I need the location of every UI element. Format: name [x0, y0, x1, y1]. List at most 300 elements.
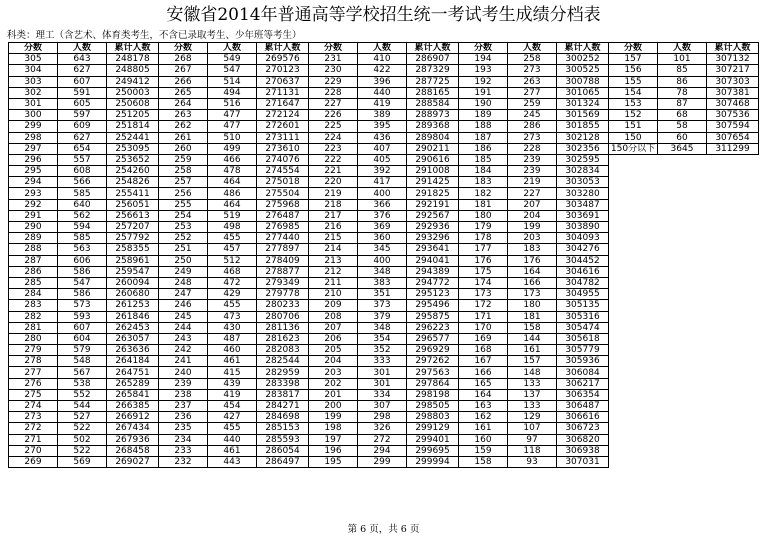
table-cell: 186: [459, 143, 508, 154]
table-cell: 177: [459, 244, 508, 255]
table-cell: 270637: [257, 76, 309, 87]
empty-cell: [658, 345, 707, 356]
table-cell: 455: [208, 233, 257, 244]
table-cell: 255: [159, 199, 208, 210]
empty-cell: [609, 445, 658, 456]
table-cell: 522: [58, 445, 107, 456]
column-header: 累计人数: [107, 43, 159, 54]
empty-cell: [658, 210, 707, 221]
table-cell: 269: [9, 456, 58, 467]
table-cell: 233: [159, 445, 208, 456]
table-cell: 265841: [107, 389, 159, 400]
table-cell: 285: [9, 277, 58, 288]
table-cell: 161: [459, 423, 508, 434]
empty-cell: [609, 222, 658, 233]
table-cell: 226: [309, 110, 358, 121]
table-cell: 210: [309, 289, 358, 300]
table-cell: 288165: [407, 87, 459, 98]
empty-cell: [658, 154, 707, 165]
table-row: [9, 401, 759, 412]
table-cell: 389: [358, 110, 407, 121]
table-cell: 294041: [407, 255, 459, 266]
table-cell: 302: [9, 87, 58, 98]
table-cell: 430: [208, 322, 257, 333]
table-cell: 405: [358, 154, 407, 165]
table-cell: 265289: [107, 378, 159, 389]
empty-cell: [609, 434, 658, 445]
table-cell: 400: [358, 188, 407, 199]
table-cell: 137: [508, 389, 557, 400]
table-cell: 151: [609, 121, 658, 132]
table-cell: 154: [609, 87, 658, 98]
table-cell: 292191: [407, 199, 459, 210]
table-cell: 302128: [557, 132, 609, 143]
table-cell: 162: [459, 412, 508, 423]
empty-cell: [707, 434, 759, 445]
table-cell: 193: [459, 65, 508, 76]
empty-cell: [707, 210, 759, 221]
column-header: 分数: [9, 43, 58, 54]
table-row: [9, 266, 759, 277]
table-cell: 499: [208, 143, 257, 154]
table-cell: 627: [58, 132, 107, 143]
empty-cell: [609, 300, 658, 311]
table-cell: 383: [358, 277, 407, 288]
column-header: 分数: [159, 43, 208, 54]
table-row: [9, 289, 759, 300]
table-cell: 292: [9, 199, 58, 210]
table-cell: 298: [358, 412, 407, 423]
table-cell: 68: [658, 110, 707, 121]
table-cell: 455: [208, 300, 257, 311]
table-cell: 183: [508, 244, 557, 255]
empty-cell: [609, 322, 658, 333]
table-cell: 292567: [407, 210, 459, 221]
table-cell: 133: [508, 378, 557, 389]
table-cell: 286907: [407, 54, 459, 65]
table-cell: 427: [208, 412, 257, 423]
table-cell: 85: [658, 65, 707, 76]
table-cell: 277897: [257, 244, 309, 255]
table-cell: 303691: [557, 210, 609, 221]
table-cell: 299: [9, 121, 58, 132]
table-cell: 235: [159, 423, 208, 434]
column-header: 累计人数: [407, 43, 459, 54]
table-cell: 175: [459, 266, 508, 277]
table-cell: 464: [208, 177, 257, 188]
table-row: [9, 423, 759, 434]
empty-cell: [609, 401, 658, 412]
table-row: [9, 121, 759, 132]
table-cell: 239: [159, 378, 208, 389]
table-cell: 176: [508, 255, 557, 266]
table-cell: 240: [159, 367, 208, 378]
table-cell: 278409: [257, 255, 309, 266]
table-cell: 276487: [257, 210, 309, 221]
empty-cell: [707, 244, 759, 255]
table-cell: 166: [459, 367, 508, 378]
table-cell: 194: [459, 54, 508, 65]
table-cell: 261253: [107, 300, 159, 311]
table-cell: 563: [58, 244, 107, 255]
column-header: 累计人数: [257, 43, 309, 54]
table-cell: 219: [508, 177, 557, 188]
table-cell: 287725: [407, 76, 459, 87]
table-cell: 248805: [107, 65, 159, 76]
table-cell: 274: [9, 401, 58, 412]
table-cell: 256051: [107, 199, 159, 210]
table-cell: 585: [58, 233, 107, 244]
table-cell: 301: [358, 367, 407, 378]
empty-cell: [609, 289, 658, 300]
table-cell: 279: [9, 345, 58, 356]
table-cell: 279349: [257, 277, 309, 288]
table-cell: 216: [309, 222, 358, 233]
category-note: 科类：理工（含艺术、体育类考生，不含已录取考生、少年班等考生）: [7, 30, 302, 41]
table-cell: 300: [9, 110, 58, 121]
table-cell: 593: [58, 311, 107, 322]
empty-cell: [609, 311, 658, 322]
table-cell: 213: [309, 255, 358, 266]
table-cell: 269576: [257, 54, 309, 65]
table-cell: 294389: [407, 266, 459, 277]
table-cell: 252: [159, 233, 208, 244]
table-cell: 190: [459, 98, 508, 109]
table-header-row: [9, 43, 759, 54]
table-cell: 303: [9, 76, 58, 87]
table-cell: 204: [309, 356, 358, 367]
empty-cell: [609, 345, 658, 356]
table-cell: 158: [508, 322, 557, 333]
table-cell: 306616: [557, 412, 609, 423]
empty-cell: [658, 456, 707, 467]
table-cell: 196: [309, 445, 358, 456]
table-cell: 457: [208, 244, 257, 255]
table-cell: 257: [159, 177, 208, 188]
table-cell: 301324: [557, 98, 609, 109]
table-row: [9, 255, 759, 266]
table-row: [9, 54, 759, 65]
table-cell: 273610: [257, 143, 309, 154]
table-cell: 195: [309, 456, 358, 467]
table-cell: 260680: [107, 289, 159, 300]
table-cell: 279778: [257, 289, 309, 300]
table-row: [9, 98, 759, 109]
table-cell: 302595: [557, 154, 609, 165]
table-cell: 179: [459, 222, 508, 233]
table-cell: 472: [208, 277, 257, 288]
table-cell: 579: [58, 345, 107, 356]
table-cell: 214: [309, 244, 358, 255]
table-cell: 478: [208, 166, 257, 177]
table-cell: 522: [58, 423, 107, 434]
table-cell: 277440: [257, 233, 309, 244]
table-cell: 289: [9, 233, 58, 244]
empty-cell: [658, 412, 707, 423]
table-cell: 259: [159, 154, 208, 165]
table-cell: 259: [508, 98, 557, 109]
empty-cell: [707, 367, 759, 378]
table-cell: 392: [358, 166, 407, 177]
table-cell: 276: [9, 378, 58, 389]
table-cell: 304955: [557, 289, 609, 300]
table-cell: 301: [9, 98, 58, 109]
table-row: [9, 166, 759, 177]
table-cell: 305936: [557, 356, 609, 367]
table-cell: 259547: [107, 266, 159, 277]
table-cell: 209: [309, 300, 358, 311]
table-cell: 296223: [407, 322, 459, 333]
table-cell: 249: [159, 266, 208, 277]
table-cell: 303487: [557, 199, 609, 210]
table-cell: 268458: [107, 445, 159, 456]
table-cell: 251814: [107, 121, 159, 132]
table-cell: 566: [58, 177, 107, 188]
table-cell: 275504: [257, 188, 309, 199]
table-cell: 369: [358, 222, 407, 233]
table-cell: 345: [358, 244, 407, 255]
empty-cell: [707, 345, 759, 356]
table-cell: 498: [208, 222, 257, 233]
table-cell: 549: [208, 54, 257, 65]
empty-cell: [707, 277, 759, 288]
table-cell: 585: [58, 188, 107, 199]
table-cell: 295875: [407, 311, 459, 322]
table-cell: 295496: [407, 300, 459, 311]
table-cell: 228: [508, 143, 557, 154]
empty-cell: [609, 255, 658, 266]
table-cell: 311299: [707, 143, 759, 154]
table-cell: 174: [459, 277, 508, 288]
table-row: [9, 110, 759, 121]
column-header: 人数: [358, 43, 407, 54]
table-cell: 187: [459, 132, 508, 143]
table-cell: 205: [309, 345, 358, 356]
table-cell: 239: [508, 154, 557, 165]
table-cell: 305618: [557, 333, 609, 344]
table-cell: 300525: [557, 65, 609, 76]
table-cell: 284698: [257, 412, 309, 423]
table-cell: 251: [159, 244, 208, 255]
table-cell: 165: [459, 378, 508, 389]
table-cell: 273111: [257, 132, 309, 143]
table-cell: 307594: [707, 121, 759, 132]
table-cell: 247: [159, 289, 208, 300]
table-cell: 296929: [407, 345, 459, 356]
table-row: [9, 210, 759, 221]
table-cell: 270123: [257, 65, 309, 76]
table-cell: 260: [159, 143, 208, 154]
table-cell: 222: [309, 154, 358, 165]
table-row: [9, 277, 759, 288]
table-cell: 609: [58, 121, 107, 132]
table-cell: 415: [208, 367, 257, 378]
table-cell: 569: [58, 456, 107, 467]
table-cell: 284271: [257, 401, 309, 412]
table-cell: 290616: [407, 154, 459, 165]
table-cell: 299695: [407, 445, 459, 456]
table-row: [9, 378, 759, 389]
table-cell: 274076: [257, 154, 309, 165]
table-cell: 271131: [257, 87, 309, 98]
table-cell: 519: [208, 210, 257, 221]
empty-cell: [707, 188, 759, 199]
empty-cell: [658, 199, 707, 210]
table-cell: 219: [309, 188, 358, 199]
table-cell: 268: [159, 54, 208, 65]
table-cell: 157: [609, 54, 658, 65]
table-cell: 277: [508, 87, 557, 98]
empty-cell: [658, 434, 707, 445]
table-cell: 290: [9, 222, 58, 233]
empty-cell: [707, 456, 759, 467]
table-row: [9, 154, 759, 165]
table-cell: 275968: [257, 199, 309, 210]
table-cell: 547: [58, 277, 107, 288]
table-cell: 118: [508, 445, 557, 456]
table-cell: 261846: [107, 311, 159, 322]
table-cell: 295123: [407, 289, 459, 300]
table-cell: 348: [358, 266, 407, 277]
table-cell: 273: [508, 132, 557, 143]
column-header: 人数: [658, 43, 707, 54]
table-cell: 183: [459, 177, 508, 188]
empty-cell: [609, 154, 658, 165]
table-cell: 351: [358, 289, 407, 300]
table-cell: 586: [58, 266, 107, 277]
table-row: [9, 434, 759, 445]
table-cell: 263636: [107, 345, 159, 356]
table-cell: 291: [9, 210, 58, 221]
empty-cell: [658, 177, 707, 188]
table-cell: 307303: [707, 76, 759, 87]
table-cell: 562: [58, 210, 107, 221]
empty-cell: [658, 389, 707, 400]
table-cell: 290211: [407, 143, 459, 154]
column-header: 人数: [208, 43, 257, 54]
table-cell: 366: [358, 199, 407, 210]
table-cell: 107: [508, 423, 557, 434]
table-cell: 291425: [407, 177, 459, 188]
table-cell: 400: [358, 255, 407, 266]
table-cell: 254260: [107, 166, 159, 177]
table-cell: 360: [358, 233, 407, 244]
table-cell: 291008: [407, 166, 459, 177]
table-cell: 293641: [407, 244, 459, 255]
table-cell: 607: [58, 76, 107, 87]
table-cell: 180: [508, 300, 557, 311]
table-cell: 267936: [107, 434, 159, 445]
table-cell: 229: [309, 76, 358, 87]
table-cell: 417: [358, 177, 407, 188]
table-cell: 286: [508, 121, 557, 132]
table-cell: 267: [159, 65, 208, 76]
table-cell: 298505: [407, 401, 459, 412]
table-cell: 221: [309, 166, 358, 177]
table-cell: 263: [159, 110, 208, 121]
empty-cell: [609, 356, 658, 367]
table-cell: 199: [309, 412, 358, 423]
table-cell: 157: [508, 356, 557, 367]
table-cell: 252441: [107, 132, 159, 143]
table-cell: 203: [508, 233, 557, 244]
table-cell: 254: [159, 210, 208, 221]
table-cell: 272: [358, 434, 407, 445]
table-cell: 272: [9, 423, 58, 434]
table-cell: 3645: [658, 143, 707, 154]
table-cell: 282959: [257, 367, 309, 378]
table-cell: 197: [309, 434, 358, 445]
table-cell: 185: [459, 154, 508, 165]
table-cell: 276985: [257, 222, 309, 233]
table-cell: 297864: [407, 378, 459, 389]
table-cell: 512: [208, 255, 257, 266]
table-cell: 333: [358, 356, 407, 367]
empty-cell: [658, 188, 707, 199]
table-cell: 282083: [257, 345, 309, 356]
empty-cell: [658, 367, 707, 378]
table-cell: 273: [9, 412, 58, 423]
table-cell: 238: [159, 389, 208, 400]
table-cell: 181: [459, 199, 508, 210]
table-cell: 305474: [557, 322, 609, 333]
table-cell: 640: [58, 199, 107, 210]
table-cell: 494: [208, 87, 257, 98]
empty-cell: [707, 166, 759, 177]
table-row: [9, 322, 759, 333]
table-cell: 440: [358, 87, 407, 98]
table-cell: 419: [208, 389, 257, 400]
table-cell: 168: [459, 345, 508, 356]
table-cell: 258355: [107, 244, 159, 255]
table-cell: 192: [459, 76, 508, 87]
table-cell: 334: [358, 389, 407, 400]
table-cell: 429: [208, 289, 257, 300]
table-row: [9, 244, 759, 255]
table-cell: 258: [508, 54, 557, 65]
table-cell: 538: [58, 378, 107, 389]
table-cell: 280233: [257, 300, 309, 311]
table-cell: 262453: [107, 322, 159, 333]
table-cell: 257207: [107, 222, 159, 233]
table-cell: 201: [309, 389, 358, 400]
table-cell: 282: [9, 311, 58, 322]
table-cell: 477: [208, 121, 257, 132]
table-cell: 87: [658, 98, 707, 109]
table-cell: 260094: [107, 277, 159, 288]
empty-cell: [609, 367, 658, 378]
table-cell: 189: [459, 110, 508, 121]
table-cell: 552: [58, 389, 107, 400]
table-cell: 294: [358, 445, 407, 456]
table-cell: 199: [508, 222, 557, 233]
table-cell: 305316: [557, 311, 609, 322]
table-cell: 169: [459, 333, 508, 344]
table-cell: 283398: [257, 378, 309, 389]
table-cell: 594: [58, 222, 107, 233]
empty-cell: [707, 255, 759, 266]
empty-cell: [658, 333, 707, 344]
table-cell: 270: [9, 445, 58, 456]
table-cell: 248178: [107, 54, 159, 65]
table-cell: 78: [658, 87, 707, 98]
empty-cell: [707, 423, 759, 434]
table-cell: 410: [358, 54, 407, 65]
column-header: 分数: [459, 43, 508, 54]
table-cell: 486: [208, 188, 257, 199]
table-cell: 264751: [107, 367, 159, 378]
table-cell: 257792: [107, 233, 159, 244]
